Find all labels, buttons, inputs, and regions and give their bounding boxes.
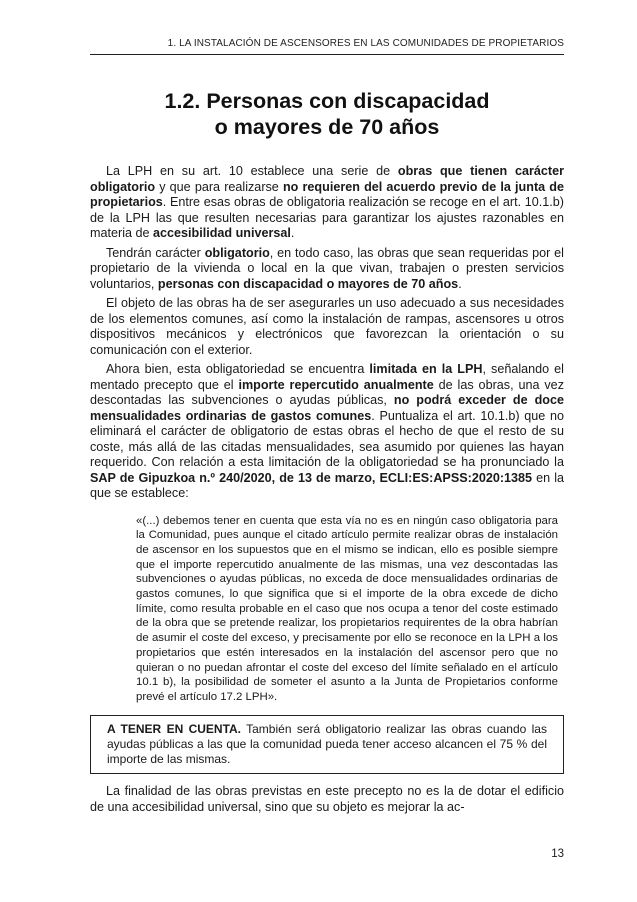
p1-bold-3: accesibilidad universal [153, 226, 291, 240]
p4-text-2: , señalando el mentado precepto que el [90, 362, 564, 392]
p4-bold-3: no podrá exceder de doce mensualidades ordinarias de gastos comunes [90, 393, 564, 423]
header-rule [90, 54, 564, 55]
p2-bold-2: personas con discapacidad o mayores de 70 años [157, 276, 459, 291]
p2-text-1: Tendrán carácter [106, 245, 205, 260]
p4-text-5: en la que se establece: [90, 470, 564, 500]
note-text: También será obligatorio realizar las obras cuando las ayudas públicas a las que la comunidad pueda tener acceso alcancen el 75 % del importe de las mismas. [107, 721, 547, 767]
p1-text-2: y que para realizarse [155, 179, 283, 194]
section-title-line-2: o mayores de 70 años [214, 115, 440, 139]
p4-bold-1: limitada en la LPH [369, 362, 483, 376]
court-quote: «(...) debemos tener en cuenta que esta vía no es en ningún caso obligatoria para la Comunidad, pues aunque el citado artículo permite realizar obras de instalación de ascensor en los supuestos que en el mismo se indican, ello es posible siempre que el importe repercutido anualmente de las mismas, una vez descontadas las subvenciones o ayudas públicas, no exceda de doce mensualidades ordinarias de gastos comunes, lo que significa que si el importe de la obra excede de dicho límite, como resulta probable en el caso que nos ocupa a tenor del coste estimado de la obra que se pretende realizar, los propietarios requirentes de la obra habrían de asumir el coste del exceso, y precisamente por ello se reconoce en la LPH a los propietarios que estén interesados en la instalación del ascensor pero que no quieran o no puedan afrontar el coste del exceso del límite señalado en el artículo 10.1 b), la posibilidad de someter el asunto a la Junta de Propietarios conforme prevé el artículo 17.2 LPH». [136, 514, 558, 703]
p4-text-4: . Puntualiza el art. 10.1.b) que no eliminará el carácter de obligatorio de estas obras el hecho de que el resto de su coste, más allá de las citadas mensualidades, sea asumido por quienes las hayan requerido. Con relación a esta limitación de la obligatoriedad se ha pronunciado la [90, 408, 564, 469]
p4-bold-2: importe repercutido anualmente [238, 377, 434, 392]
p1-text-3: . Entre esas obras de obligatoria realización se recoge en el art. 10.1.b) de la LPH las que resulten necesarias para garantizar los ajustes razonables en materia de [90, 195, 564, 240]
paragraph-1 [90, 164, 564, 242]
paragraph-5 [90, 784, 564, 815]
p4-text-3: de las obras, una vez descontadas las subvenciones o ayudas públicas, [90, 377, 564, 407]
p2-bold-1: obligatorio [204, 245, 270, 260]
section-title-line-1: 1.2. Personas con discapacidad [164, 89, 490, 113]
p4-text-1: Ahora bien, esta obligatoriedad se encuentra [106, 362, 370, 376]
note-label: A TENER EN CUENTA. [107, 721, 242, 736]
p1-text-1: La LPH en su art. 10 establece una serie de [106, 164, 398, 178]
note-box [90, 715, 564, 775]
p5-text-1: La finalidad de las obras previstas en este precepto no es la de dotar el edificio de una accesibilidad universal, sino que su objeto es mejorar la ac- [90, 784, 564, 814]
p4-bold-4: SAP de Gipuzkoa n.º 240/2020, de 13 de marzo, ECLI:ES:APSS:2020:1385 [90, 470, 533, 485]
page-number: 13 [551, 848, 564, 860]
section-title [90, 88, 564, 140]
paragraph-3 [90, 296, 564, 358]
running-header: 1. LA INSTALACIÓN DE ASCENSORES EN LAS COMUNIDADES DE PROPIETARIOS [167, 38, 564, 49]
p2-text-3: . [458, 276, 462, 291]
paragraph-4 [90, 362, 564, 502]
p3-text-1: El objeto de las obras ha de ser asegurarles un uso adecuado a sus necesidades de los elementos comunes, así como la instalación de rampas, ascensores u otros dispositivos mecánicos y electrónicos que favorezcan la orientación o su comunicación con el exterior. [90, 296, 564, 357]
p1-bold-1: obras que tienen carácter obligatorio [90, 164, 564, 194]
p1-text-4: . [290, 226, 295, 240]
paragraph-2 [90, 246, 564, 293]
body-text [90, 164, 564, 819]
p1-bold-2: no requieren del acuerdo previo de la junta de propietarios [90, 179, 565, 209]
p2-text-2: , en todo caso, las obras que sean requeridas por el propietario de la vivienda o local en la que vivan, trabajen o presten servicios voluntarios, [90, 245, 564, 291]
